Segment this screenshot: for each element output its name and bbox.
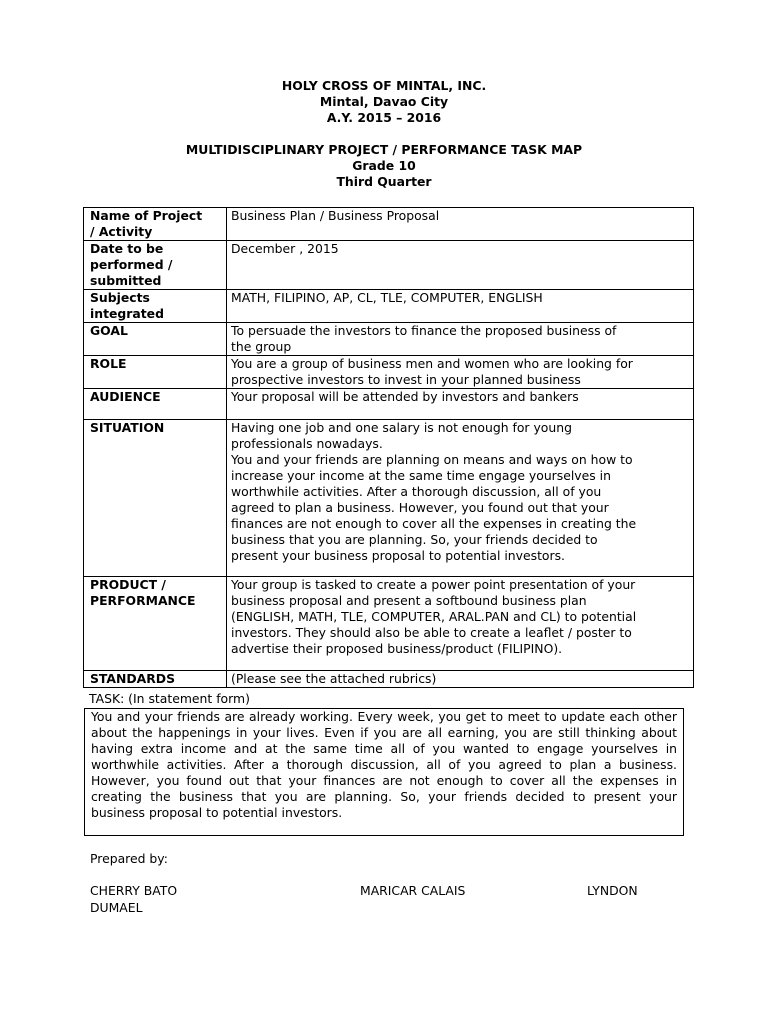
academic-year: A.Y. 2015 – 2016 (326, 110, 442, 125)
quarter: Third Quarter (336, 174, 432, 189)
label-goal: GOAL (84, 323, 227, 356)
document-title: MULTIDISCIPLINARY PROJECT / PERFORMANCE TASK MAP (185, 142, 583, 157)
row-audience (84, 389, 694, 420)
school-name: HOLY CROSS OF MINTAL, INC. (281, 78, 487, 93)
value-situation: Having one job and one salary is not enough for young professionals nowadays. You and your friends are planning on means and ways on how to increase your income at the same time engage yourselves in worthwhile activities. After a thorough discussion, all of you agreed to plan a business. However, you found out that your finances are not enough to cover all the expenses in creating the business that you are planning. So, your friends decided to present your business proposal to potential investors. (227, 420, 694, 577)
task-statement-text: You and your friends are already working. Every week, you get to meet to update each other about the happenings in your lives. Even if you are all earning, you are still thinking about having extra income and at the same time all of you wanted to engage yourselves in worthwhile activities. After a thorough discussion, all of you agreed to plan a business. However, you found out that your finances are not enough to cover all the expenses in creating the business that you are planning. So, your friends decided to present your business proposal to potential investors. (91, 709, 677, 820)
grade-level: Grade 10 (352, 158, 416, 173)
value-goal: To persuade the investors to finance the proposed business of the group (227, 323, 694, 356)
row-goal (84, 323, 694, 356)
value-date: December , 2015 (227, 241, 694, 290)
prepared-by-label: Prepared by: (90, 851, 168, 866)
label-standards: STANDARDS (84, 671, 227, 688)
task-map-table (83, 207, 694, 688)
preparer-name-3-continued: DUMAEL (90, 900, 143, 915)
value-audience: Your proposal will be attended by investors and bankers (227, 389, 694, 420)
school-location: Mintal, Davao City (319, 94, 449, 109)
label-project: Name of Project / Activity (84, 208, 227, 241)
label-subjects: Subjects integrated (84, 290, 227, 323)
row-product (84, 577, 694, 671)
label-situation: SITUATION (84, 420, 227, 577)
value-subjects: MATH, FILIPINO, AP, CL, TLE, COMPUTER, ENGLISH (227, 290, 694, 323)
task-heading: TASK: (In statement form) (89, 691, 250, 706)
row-project (84, 208, 694, 241)
label-role: ROLE (84, 356, 227, 389)
preparer-name-3: LYNDON (587, 883, 638, 898)
row-situation (84, 420, 694, 577)
row-standards (84, 671, 694, 688)
preparer-name-2: MARICAR CALAIS (360, 883, 466, 898)
row-subjects (84, 290, 694, 323)
task-statement-box (84, 708, 684, 836)
label-audience: AUDIENCE (84, 389, 227, 420)
label-date: Date to be performed / submitted (84, 241, 227, 290)
value-role: You are a group of business men and women who are looking for prospective investors to invest in your planned business (227, 356, 694, 389)
preparer-name-1: CHERRY BATO (90, 883, 178, 898)
value-standards: (Please see the attached rubrics) (227, 671, 694, 688)
value-project: Business Plan / Business Proposal (227, 208, 694, 241)
document-header (0, 78, 768, 190)
row-role (84, 356, 694, 389)
label-product: PRODUCT / PERFORMANCE (84, 577, 227, 671)
row-date (84, 241, 694, 290)
value-product: Your group is tasked to create a power point presentation of your business proposal and present a softbound business plan (ENGLISH, MATH, TLE, COMPUTER, ARAL.PAN and CL) to potential investors. They should also be able to create a leaflet / poster to advertise their proposed business/product (FILIPINO). (227, 577, 694, 671)
